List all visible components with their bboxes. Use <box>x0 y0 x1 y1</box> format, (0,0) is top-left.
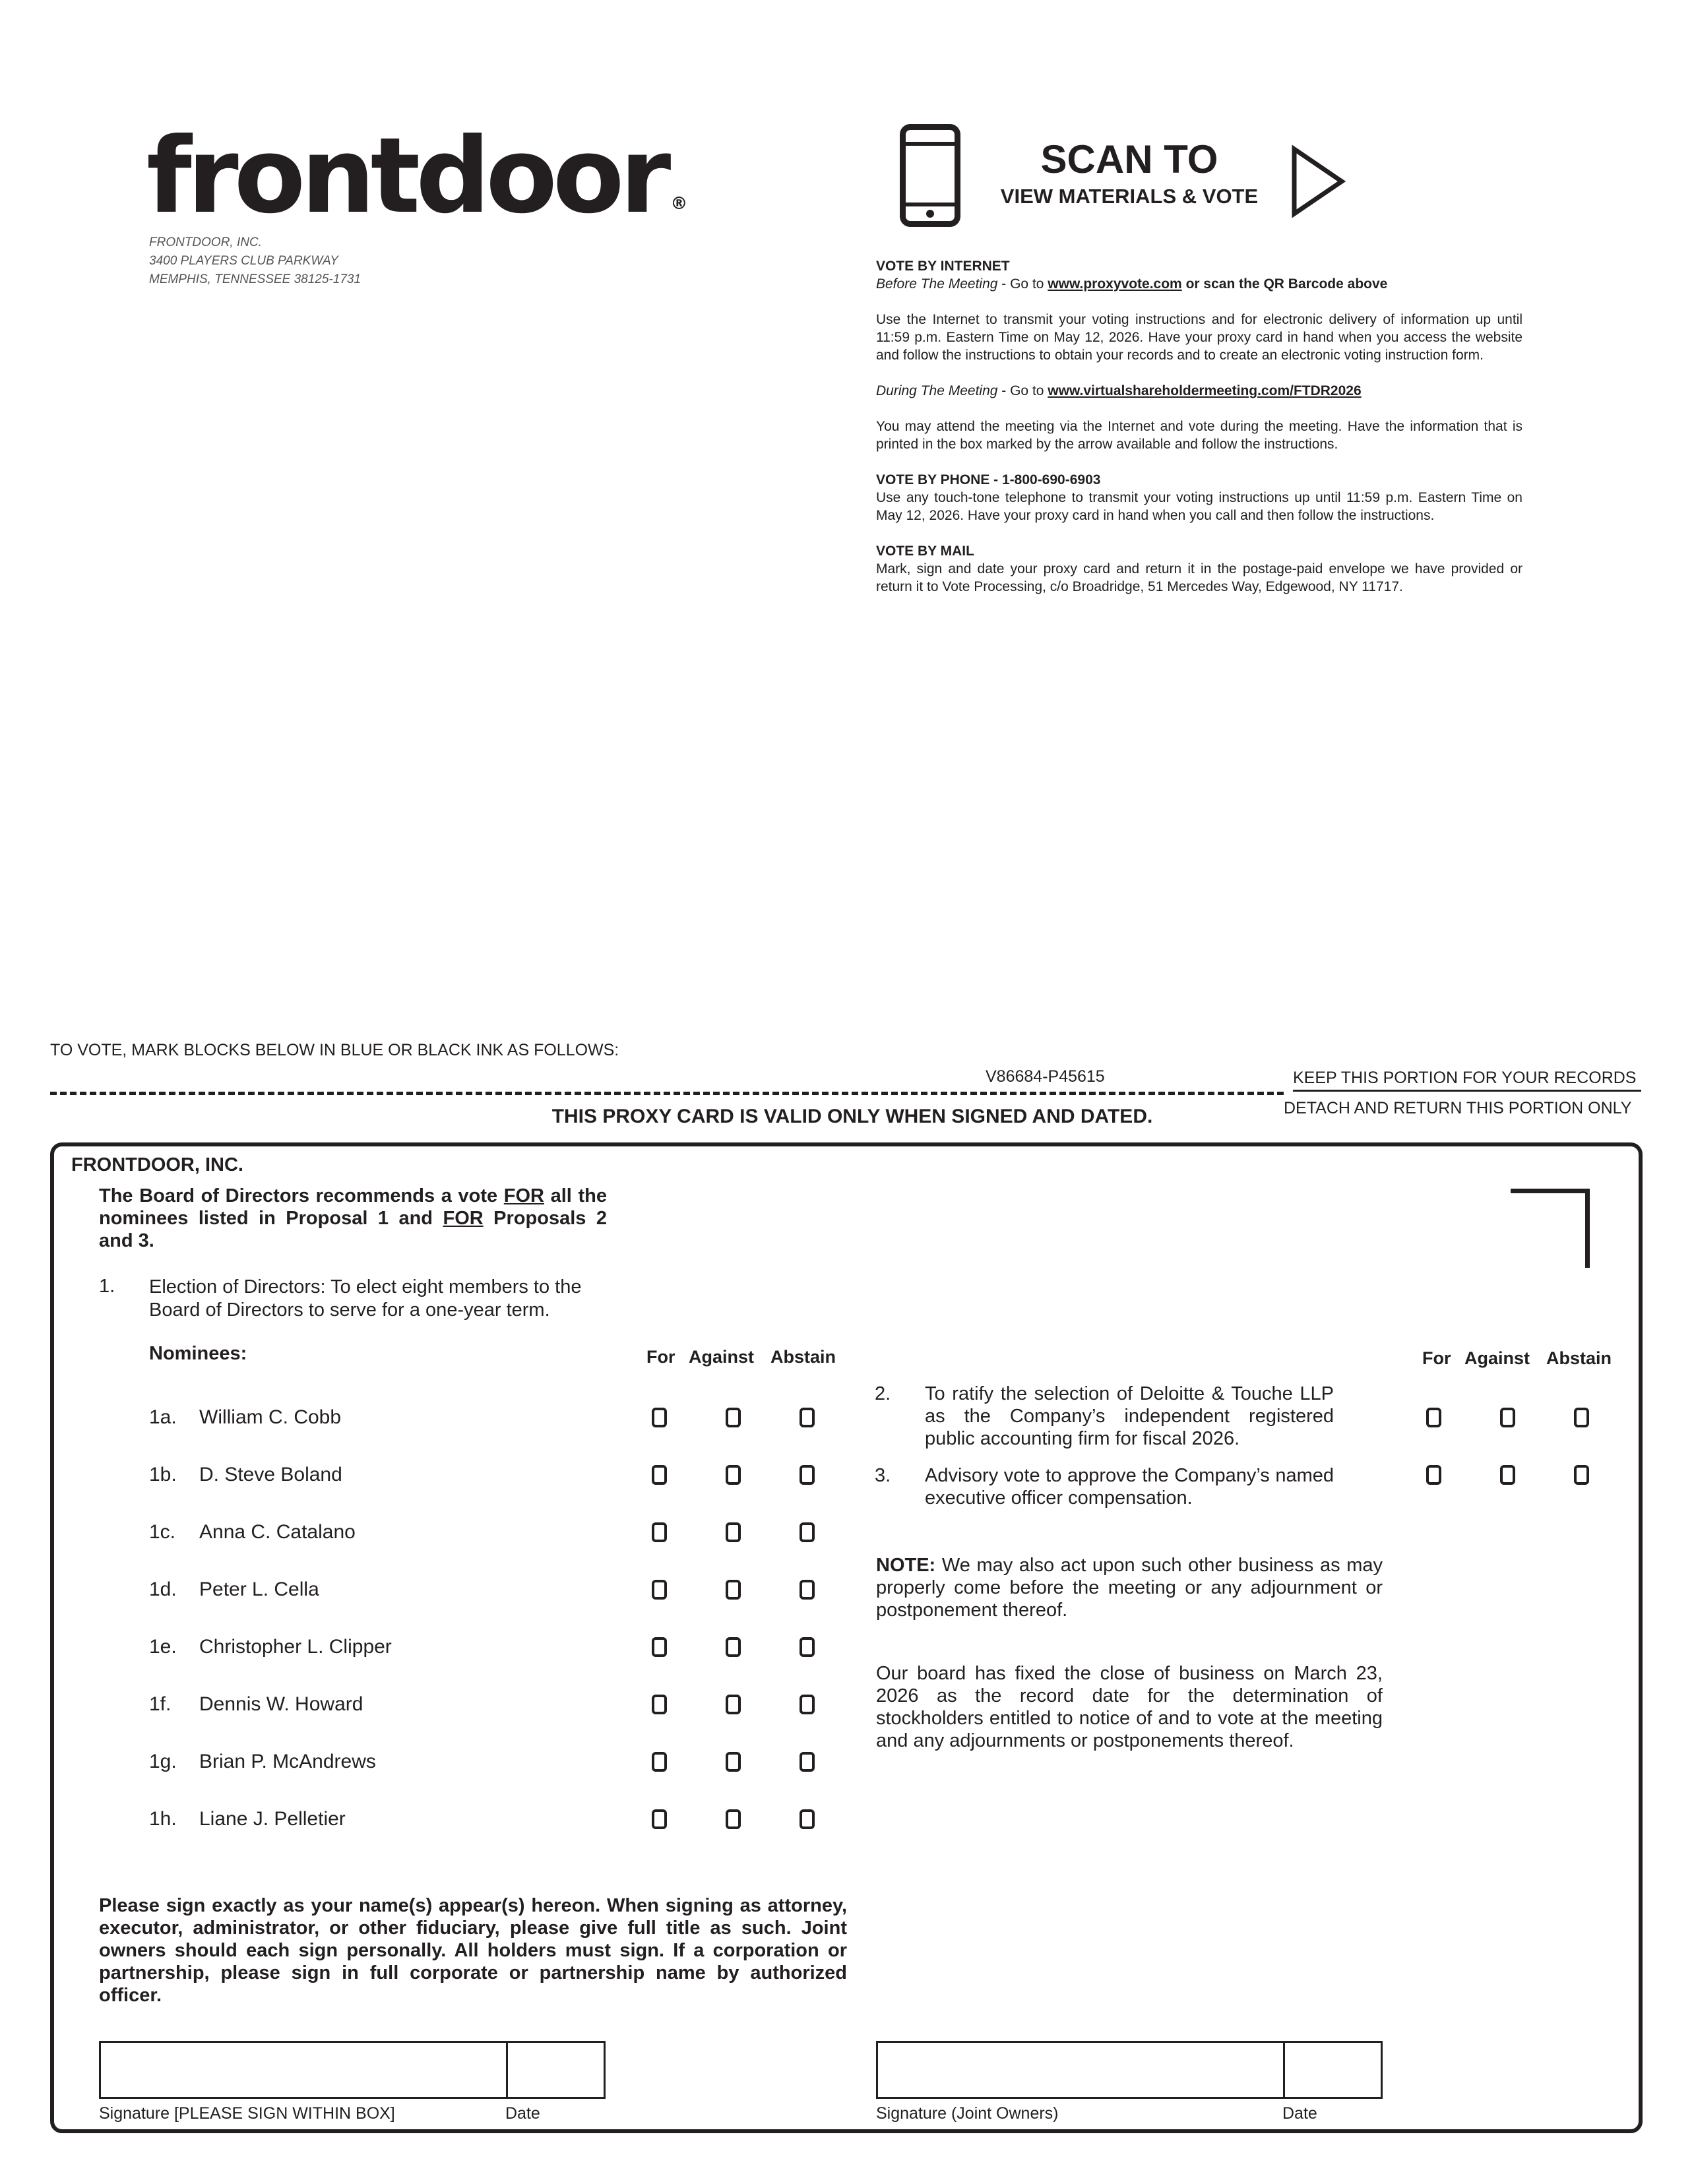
col-for: For <box>646 1347 675 1367</box>
vote-against-checkbox[interactable] <box>726 1522 741 1542</box>
scan-to-heading: SCAN TO <box>1040 137 1218 181</box>
record-date-paragraph: Our board has fixed the close of business on March 23, 2026 as the record date for the determination of stockholders entitled to notice of and to vote at the meeting and any adjournments or postponements thereof. <box>876 1663 1383 1751</box>
proposal-2-for-checkbox[interactable] <box>1426 1408 1441 1427</box>
note-paragraph: NOTE: We may also act upon such other business as may properly come before the meeting or any adjournment or postponement thereof. <box>876 1555 1383 1621</box>
date-label: Date <box>505 2104 540 2123</box>
vote-abstain-checkbox[interactable] <box>800 1522 815 1542</box>
virtual-meeting-link[interactable]: www.virtualshareholdermeeting.com/FTDR2026 <box>1048 383 1362 398</box>
voting-instructions <box>876 257 1522 613</box>
nominee-id: 1h. <box>149 1808 177 1830</box>
nominee-name: Dennis W. Howard <box>199 1693 363 1715</box>
proposal-2 <box>875 1383 1336 1455</box>
nominee-row <box>0 1464 858 1503</box>
mark-instructions: TO VOTE, MARK BLOCKS BELOW IN BLUE OR BLACK INK AS FOLLOWS: <box>50 1041 619 1059</box>
frontdoor-logo <box>146 115 688 237</box>
col-for-2: For <box>1422 1348 1451 1368</box>
signing-instructions: Please sign exactly as your name(s) appear(s) hereon. When signing as attorney, executor, administrator, or other fiduciary, please give full title as such. Joint owners should each sign personally. All holders must sign. If a corporation or partnership, please sign in full corporate or partnership name by authorized officer. <box>99 1895 847 2006</box>
nominee-id: 1c. <box>149 1521 176 1543</box>
vote-against-checkbox[interactable] <box>726 1465 741 1485</box>
nominee-id: 1d. <box>149 1578 177 1600</box>
vote-abstain-checkbox[interactable] <box>800 1637 815 1657</box>
nominee-name: Christopher L. Clipper <box>199 1636 392 1658</box>
vote-for-checkbox[interactable] <box>652 1752 667 1772</box>
nominees-label: Nominees: <box>149 1343 247 1364</box>
detach-return-label: DETACH AND RETURN THIS PORTION ONLY <box>1284 1099 1632 1117</box>
vote-for-checkbox[interactable] <box>652 1465 667 1485</box>
vote-against-checkbox[interactable] <box>726 1408 741 1427</box>
during-meeting-line: During The Meeting - Go to www.virtualshareholdermeeting.com/FTDR2026 <box>876 383 1362 398</box>
vote-abstain-checkbox[interactable] <box>800 1695 815 1714</box>
keep-underline <box>1293 1090 1641 1092</box>
vote-for-checkbox[interactable] <box>652 1522 667 1542</box>
joint-signature-label: Signature (Joint Owners) <box>876 2104 1059 2123</box>
vote-against-checkbox[interactable] <box>726 1809 741 1829</box>
control-number: V86684-P45615 <box>986 1067 1105 1086</box>
proposal-2-text: To ratify the selection of Deloitte & Touche LLP as the Company’s independent registered public accounting firm for fiscal 2026. <box>925 1383 1334 1449</box>
vote-mail-heading: VOTE BY MAIL <box>876 544 974 559</box>
vote-abstain-checkbox[interactable] <box>800 1408 815 1427</box>
proposal-3-text: Advisory vote to approve the Company’s named executive officer compensation. <box>925 1465 1334 1509</box>
signature-box[interactable] <box>99 2041 606 2099</box>
play-arrow-icon <box>1290 145 1346 218</box>
vote-internet-heading: VOTE BY INTERNET <box>876 259 1010 274</box>
nominee-row <box>0 1406 858 1446</box>
nominee-id: 1a. <box>149 1406 177 1428</box>
proposal-3-for-checkbox[interactable] <box>1426 1465 1441 1485</box>
vote-abstain-checkbox[interactable] <box>800 1809 815 1829</box>
nominee-name: D. Steve Boland <box>199 1464 342 1485</box>
proposal-2-number: 2. <box>875 1383 891 1404</box>
internet-body: Use the Internet to transmit your voting instructions and for electronic delivery of information up until 11:59 p.m. Eastern Time on May 12, 2026. Have your proxy card in hand when you access the website and follow the instructions to obtain your records and to create an electronic voting instruction form. <box>876 312 1522 363</box>
nominee-row <box>0 1693 858 1733</box>
vote-for-checkbox[interactable] <box>652 1408 667 1427</box>
nominee-row <box>0 1808 858 1848</box>
nominee-name: Brian P. McAndrews <box>199 1751 376 1772</box>
registered-mark: ® <box>670 194 688 214</box>
company-address <box>149 234 361 289</box>
vote-for-checkbox[interactable] <box>652 1809 667 1829</box>
proposal-2-against-checkbox[interactable] <box>1500 1408 1515 1427</box>
proposal-1-text: Election of Directors: To elect eight members to the Board of Directors to serve for a one-year term. <box>149 1276 582 1321</box>
nominee-name: Peter L. Cella <box>199 1578 319 1600</box>
signature-label: Signature [PLEASE SIGN WITHIN BOX] <box>99 2104 395 2123</box>
nominee-id: 1e. <box>149 1636 177 1658</box>
vote-abstain-checkbox[interactable] <box>800 1580 815 1600</box>
proposal-3-against-checkbox[interactable] <box>1500 1465 1515 1485</box>
vote-abstain-checkbox[interactable] <box>800 1752 815 1772</box>
joint-signature-box[interactable] <box>876 2041 1383 2099</box>
vote-against-checkbox[interactable] <box>726 1752 741 1772</box>
nominee-row <box>0 1578 858 1618</box>
mail-body: Mark, sign and date your proxy card and return it in the postage-paid envelope we have provided or return it to Vote Processing, c/o Broadridge, 51 Mercedes Way, Edgewood, NY 11717. <box>876 561 1522 594</box>
vote-phone-heading: VOTE BY PHONE - 1-800-690-6903 <box>876 472 1101 487</box>
logo-text: frontdoor <box>146 115 667 237</box>
proposal-2-abstain-checkbox[interactable] <box>1574 1408 1589 1427</box>
phone-body: Use any touch-tone telephone to transmit your voting instructions up until 11:59 p.m. Eastern Time on May 12, 2026. Have your proxy card in hand when you call and then follow the instructions. <box>876 490 1522 523</box>
vote-against-checkbox[interactable] <box>726 1695 741 1714</box>
keep-portion-label: KEEP THIS PORTION FOR YOUR RECORDS <box>1293 1069 1637 1087</box>
proposal-3-abstain-checkbox[interactable] <box>1574 1465 1589 1485</box>
col-abstain: Abstain <box>770 1347 836 1367</box>
board-recommendation: The Board of Directors recommends a vote FOR all the nominees listed in Proposal 1 and FOR Proposals 2 and 3. <box>99 1185 607 1251</box>
nominee-name: Liane J. Pelletier <box>199 1808 346 1830</box>
card-company-name: FRONTDOOR, INC. <box>71 1154 243 1175</box>
address-line: FRONTDOOR, INC. <box>149 235 262 249</box>
nominee-name: Anna C. Catalano <box>199 1521 356 1543</box>
proposal-1-number: 1. <box>99 1276 115 1297</box>
vote-for-checkbox[interactable] <box>652 1580 667 1600</box>
during-body: You may attend the meeting via the Internet and vote during the meeting. Have the information that is printed in the box marked by the arrow available and follow the instructions. <box>876 419 1522 452</box>
nominee-id: 1f. <box>149 1693 172 1715</box>
valid-notice: THIS PROXY CARD IS VALID ONLY WHEN SIGNED AND DATED. <box>551 1106 1153 1127</box>
proxyvote-link[interactable]: www.proxyvote.com <box>1048 276 1182 292</box>
address-line: 3400 PLAYERS CLUB PARKWAY <box>149 254 338 268</box>
vote-against-checkbox[interactable] <box>726 1637 741 1657</box>
proposal-3-number: 3. <box>875 1465 891 1486</box>
nominee-row <box>0 1636 858 1675</box>
registration-corner-mark <box>1511 1189 1590 1268</box>
vote-against-checkbox[interactable] <box>726 1580 741 1600</box>
nominee-row <box>0 1521 858 1561</box>
phone-icon <box>900 124 960 227</box>
address-line: MEMPHIS, TENNESSEE 38125-1731 <box>149 272 361 286</box>
vote-for-checkbox[interactable] <box>652 1695 667 1714</box>
vote-for-checkbox[interactable] <box>652 1637 667 1657</box>
col-abstain-2: Abstain <box>1546 1348 1612 1368</box>
nominee-name: William C. Cobb <box>199 1406 342 1428</box>
detach-line <box>50 1092 1284 1095</box>
view-materials-heading: VIEW MATERIALS & VOTE <box>1000 185 1259 208</box>
col-against-2: Against <box>1464 1348 1530 1368</box>
nominee-id: 1b. <box>149 1464 177 1485</box>
vote-abstain-checkbox[interactable] <box>800 1465 815 1485</box>
joint-date-label: Date <box>1282 2104 1317 2123</box>
nominee-row <box>0 1751 858 1790</box>
before-meeting-line: Before The Meeting - Go to www.proxyvote.com or scan the QR Barcode above <box>876 276 1388 292</box>
col-against: Against <box>689 1347 755 1367</box>
proposal-3 <box>875 1464 1336 1512</box>
nominee-id: 1g. <box>149 1751 177 1772</box>
